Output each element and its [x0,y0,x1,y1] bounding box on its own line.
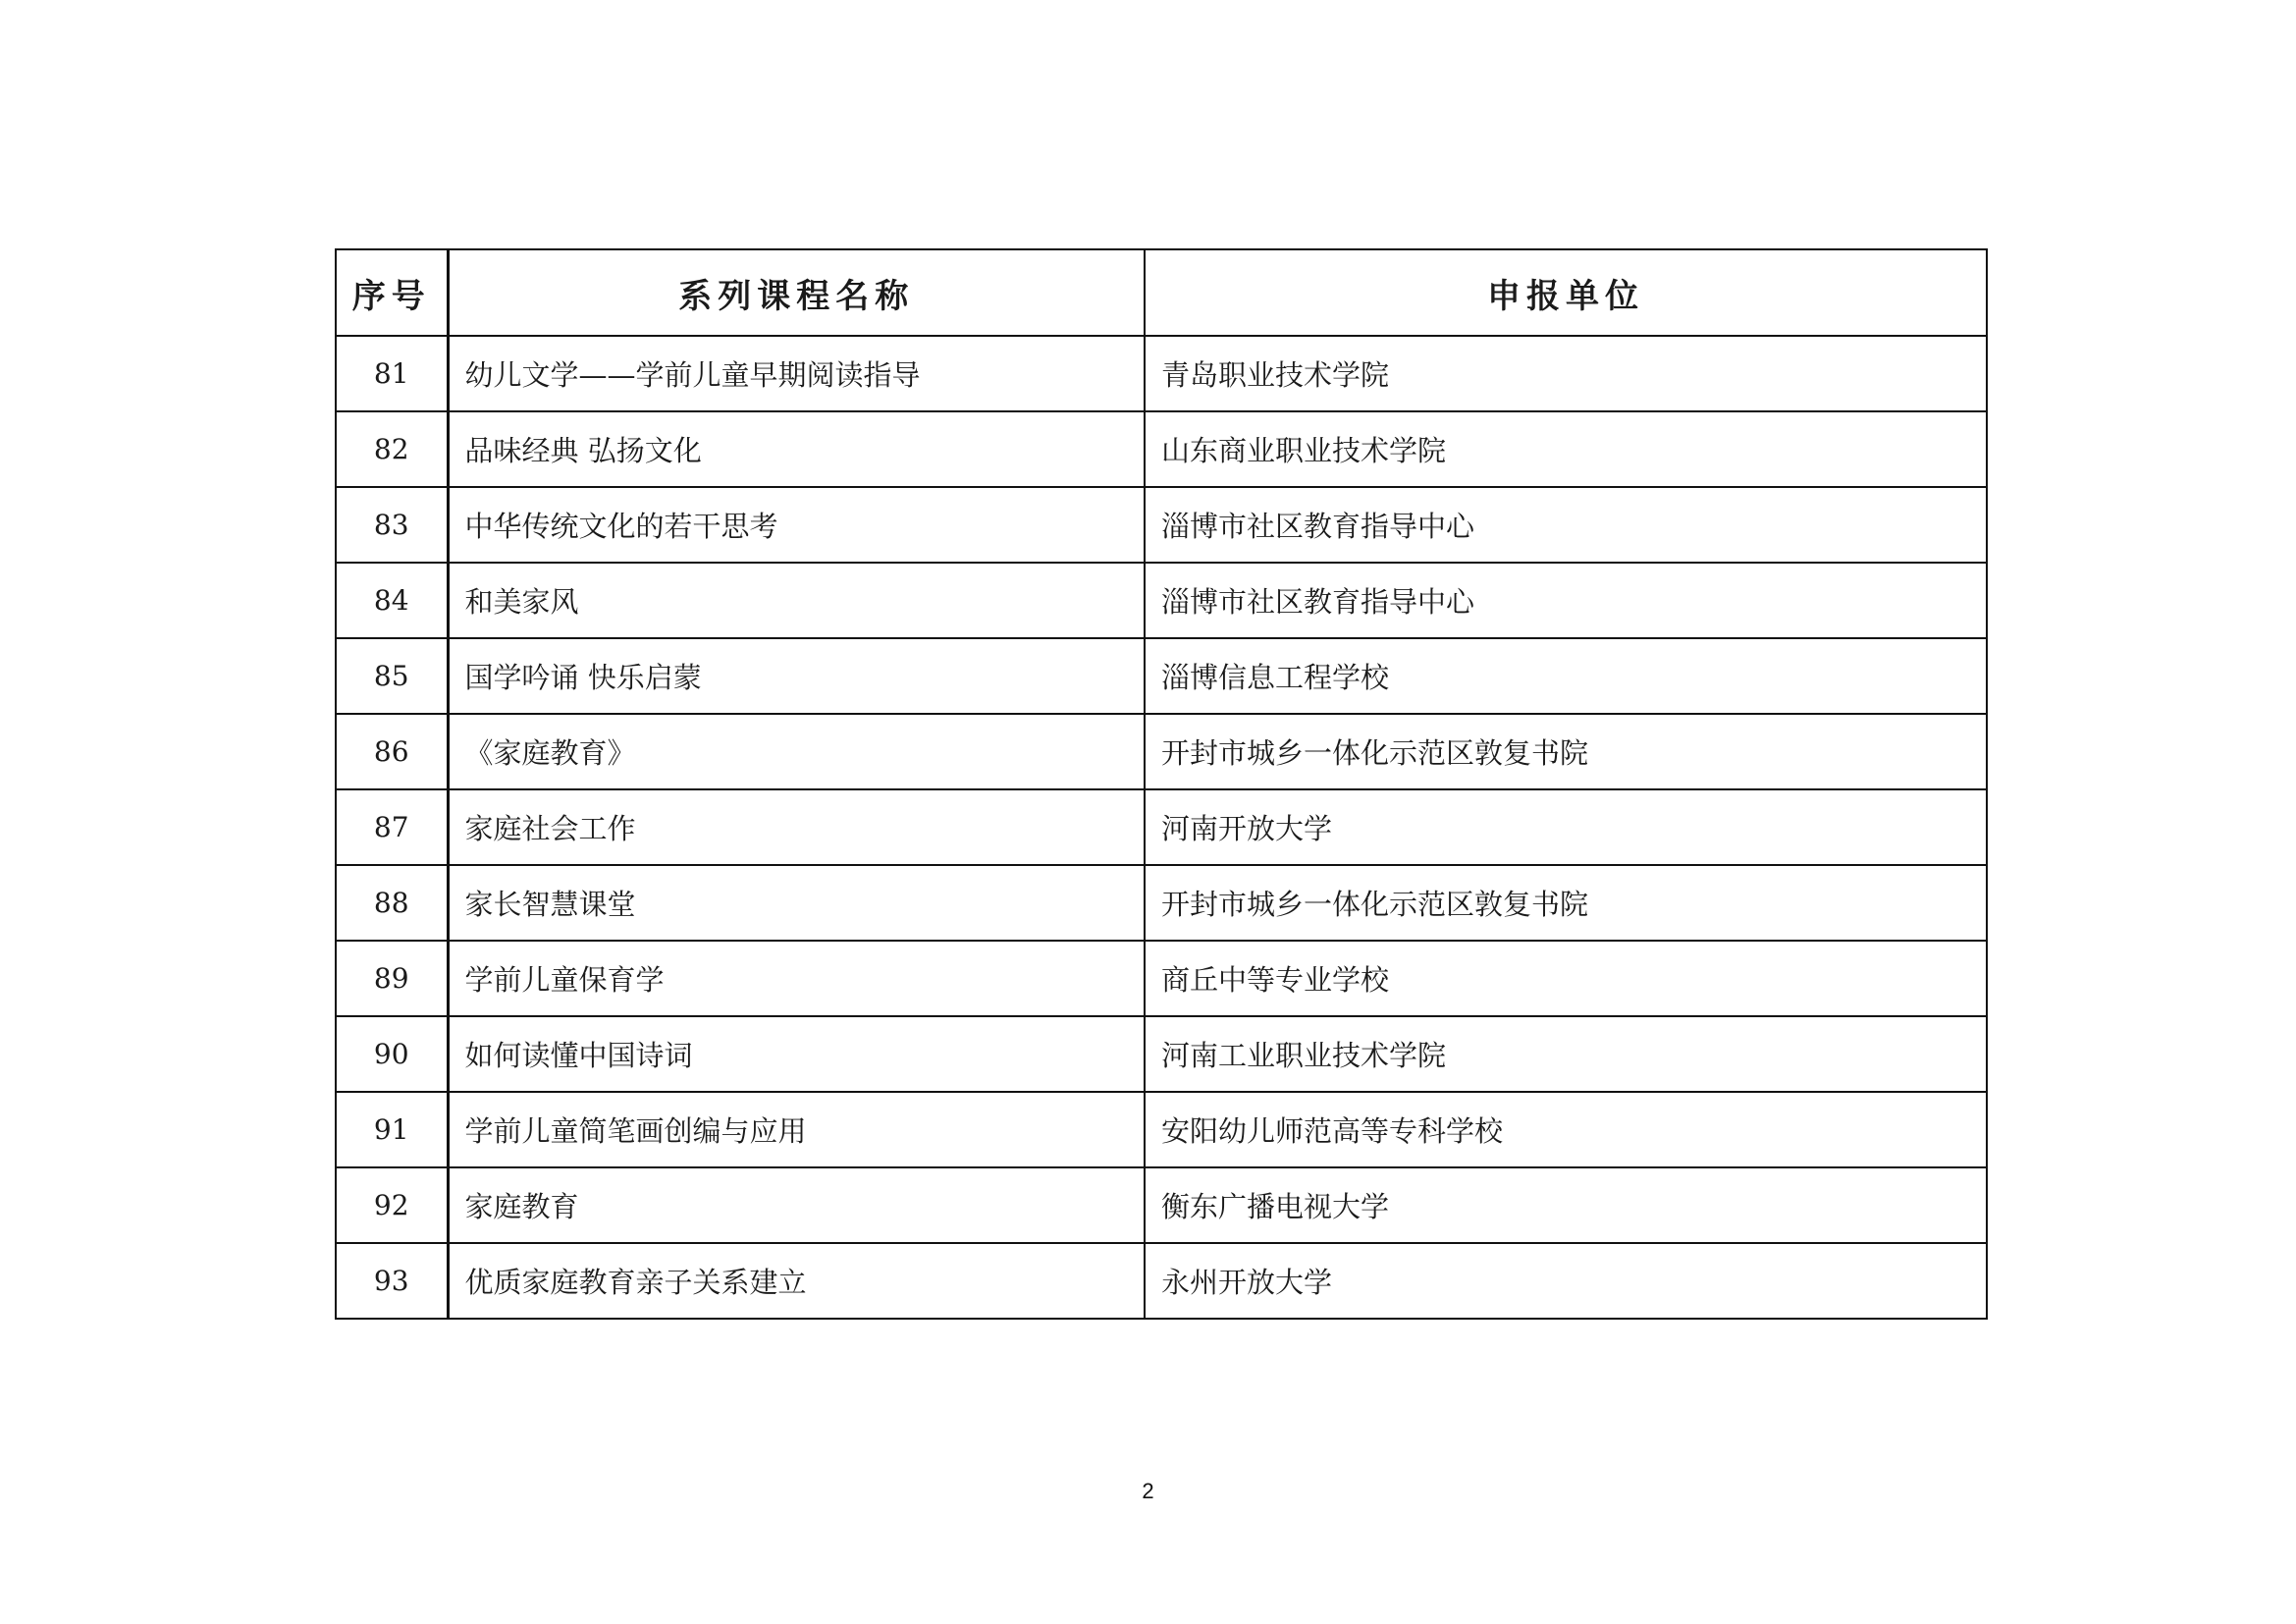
row-course-name: 学前儿童简笔画创编与应用 [448,1092,1145,1167]
row-number: 84 [336,563,448,638]
row-course-name: 中华传统文化的若干思考 [448,487,1145,563]
row-course-name: 和美家风 [448,563,1145,638]
header-unit: 申报单位 [1145,249,1987,336]
table-header-row [336,249,1987,336]
row-number: 92 [336,1167,448,1243]
row-course-name: 《家庭教育》 [448,714,1145,789]
table-row [336,1167,1987,1243]
table-row [336,1016,1987,1092]
row-unit: 商丘中等专业学校 [1145,941,1987,1016]
row-unit: 开封市城乡一体化示范区敦复书院 [1145,714,1987,789]
row-number: 86 [336,714,448,789]
table-row [336,789,1987,865]
table-row [336,638,1987,714]
header-course-name: 系列课程名称 [448,249,1145,336]
table-header [336,249,1987,336]
table-row [336,865,1987,941]
table-row [336,487,1987,563]
row-number: 93 [336,1243,448,1319]
row-unit: 青岛职业技术学院 [1145,336,1987,411]
table-row [336,411,1987,487]
row-unit: 衡东广播电视大学 [1145,1167,1987,1243]
row-course-name: 家庭社会工作 [448,789,1145,865]
row-number: 85 [336,638,448,714]
table-row [336,336,1987,411]
row-course-name: 国学吟诵 快乐启蒙 [448,638,1145,714]
course-table [335,248,1988,1320]
row-number: 90 [336,1016,448,1092]
row-course-name: 学前儿童保育学 [448,941,1145,1016]
row-unit: 永州开放大学 [1145,1243,1987,1319]
row-number: 83 [336,487,448,563]
row-unit: 淄博信息工程学校 [1145,638,1987,714]
row-course-name: 家庭教育 [448,1167,1145,1243]
row-course-name: 如何读懂中国诗词 [448,1016,1145,1092]
row-unit: 开封市城乡一体化示范区敦复书院 [1145,865,1987,941]
row-course-name: 家长智慧课堂 [448,865,1145,941]
row-unit: 河南工业职业技术学院 [1145,1016,1987,1092]
row-course-name: 优质家庭教育亲子关系建立 [448,1243,1145,1319]
row-unit: 河南开放大学 [1145,789,1987,865]
table-row [336,941,1987,1016]
row-unit: 山东商业职业技术学院 [1145,411,1987,487]
header-number: 序号 [336,249,448,336]
table-row [336,714,1987,789]
row-course-name: 幼儿文学——学前儿童早期阅读指导 [448,336,1145,411]
table-body [336,336,1987,1319]
row-number: 87 [336,789,448,865]
page-number: 2 [1142,1479,1154,1503]
row-unit: 安阳幼儿师范高等专科学校 [1145,1092,1987,1167]
row-number: 91 [336,1092,448,1167]
row-number: 81 [336,336,448,411]
row-number: 89 [336,941,448,1016]
row-number: 88 [336,865,448,941]
row-course-name: 品味经典 弘扬文化 [448,411,1145,487]
row-unit: 淄博市社区教育指导中心 [1145,487,1987,563]
row-unit: 淄博市社区教育指导中心 [1145,563,1987,638]
table-row [336,563,1987,638]
row-number: 82 [336,411,448,487]
table-row [336,1092,1987,1167]
table-row [336,1243,1987,1319]
